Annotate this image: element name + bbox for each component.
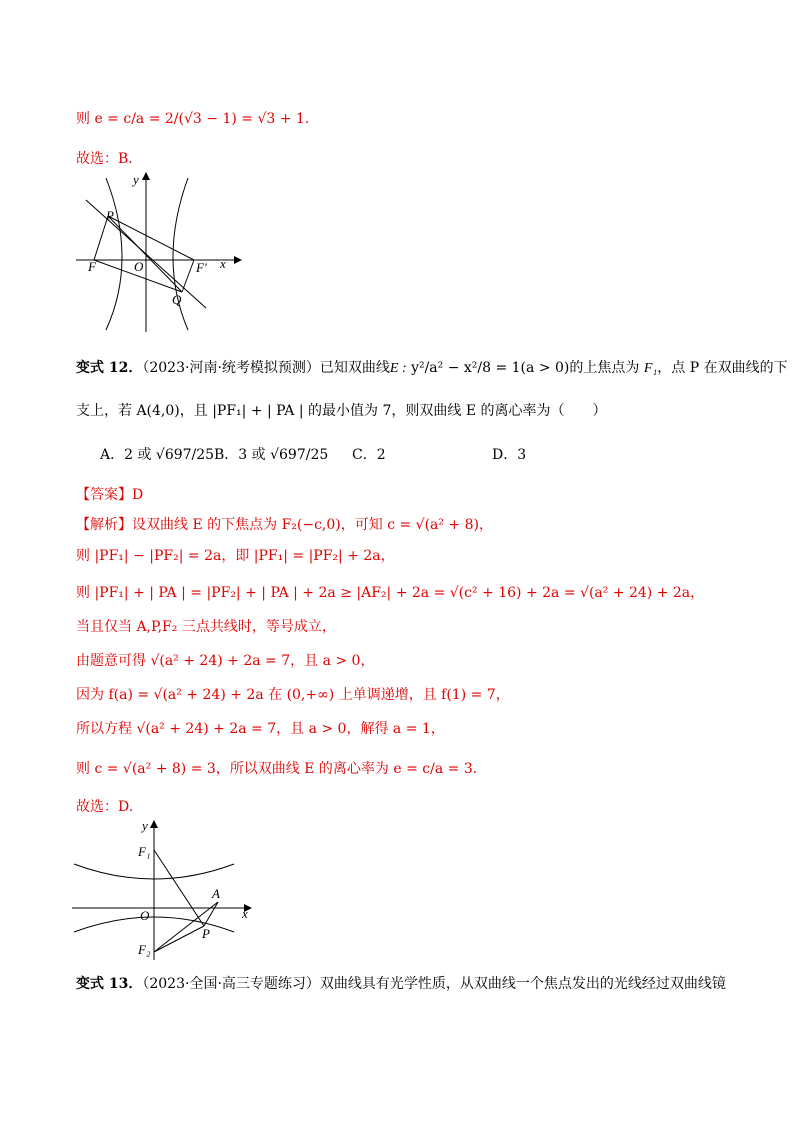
fig2-label-y: y <box>142 818 148 833</box>
q12-analysis-3: 则 |PF₁| + | PA | = |PF₂| + | PA | + 2a ≥ |AF₂| + 2a = √(c² + 16) + 2a = √(a² + 24) + 2a， <box>76 585 705 601</box>
q12-analysis-8: 则 c = √(a² + 8) = 3，所以双曲线 E 的离心率为 e = c/a = 3. <box>76 761 478 777</box>
fig2-label-F1: F₁ <box>138 844 151 859</box>
q12-line-1: 变式 12．（2023·河南·统考模拟预测）已知双曲线E : y²/a² − x²/8 = 1(a > 0)的上焦点为 F₁，点 P 在双曲线的下 <box>76 360 788 376</box>
figure-2-hyperbola <box>72 814 262 964</box>
fig2-label-O: O <box>140 908 150 923</box>
q13-line: 变式 13．（2023·全国·高三专题练习）双曲线具有光学性质，从双曲线一个焦点发出的光线经过双曲线镜 <box>76 976 726 992</box>
q12-analysis-5: 由题意可得 √(a² + 24) + 2a = 7，且 a > 0， <box>76 653 375 669</box>
top-line-1: 则 e = c/a = 2/(√3 − 1) = √3 + 1. <box>76 111 310 127</box>
q12-conclusion: 故选：D. <box>76 799 134 815</box>
figure-1-hyperbola <box>76 168 246 338</box>
fig1-label-y: y <box>133 172 139 187</box>
q12-analysis-7: 所以方程 √(a² + 24) + 2a = 7，且 a > 0，解得 a = 1， <box>76 721 445 737</box>
fig2-label-x: x <box>242 906 248 921</box>
fig1-label-Fp: F′ <box>196 260 207 275</box>
fig1-label-O: O <box>134 259 144 274</box>
q12-analysis-1: 【解析】设双曲线 E 的下焦点为 F₂(−c,0)，可知 c = √(a² + 8)， <box>76 517 494 533</box>
fig1-label-Q: Q <box>172 292 182 307</box>
top-line-2: 故选：B. <box>76 151 133 167</box>
fig1-label-P: P <box>106 208 114 223</box>
q12-answer: 【答案】D <box>76 487 144 503</box>
fig1-label-x: x <box>220 256 226 271</box>
q12-analysis-6: 因为 f(a) = √(a² + 24) + 2a 在 (0,+∞) 上单调递增，且 f(1) = 7， <box>76 687 510 703</box>
q12-line-2: 支上，若 A(4,0)，且 |PF₁| + | PA | 的最小值为 7，则双曲线 E 的离心率为（ ） <box>76 403 607 419</box>
q12-analysis-2: 则 |PF₁| − |PF₂| = 2a，即 |PF₁| = |PF₂| + 2a， <box>76 548 395 564</box>
fig1-label-F: F <box>88 259 96 274</box>
q12-option-b: B．3 或 √697/25 <box>214 447 329 463</box>
q12-analysis-4: 当且仅当 A,P,F₂ 三点共线时，等号成立， <box>76 619 336 635</box>
fig2-label-F2: F₂ <box>138 942 151 957</box>
q12-option-c: C．2 <box>352 447 386 463</box>
q12-option-a: A．2 或 √697/25 <box>100 447 215 463</box>
fig2-label-A: A <box>212 886 220 901</box>
q12-option-d: D．3 <box>492 447 527 463</box>
fig2-label-P: P <box>202 926 210 941</box>
